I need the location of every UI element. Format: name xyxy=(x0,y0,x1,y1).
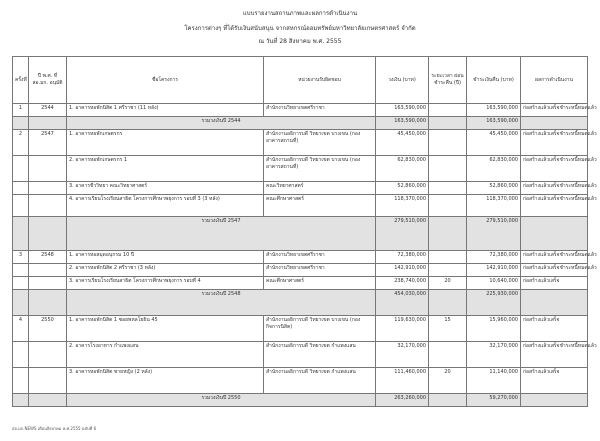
cell-amount: 62,830,000 xyxy=(376,156,429,182)
subtotal-label: รวมวงเงินปี 2550 xyxy=(67,394,376,407)
cell-year xyxy=(29,368,67,394)
subtotal-blank xyxy=(521,290,588,316)
cell-project: 3. อาคารเรียนโรงเรียนสาธิต โครงการศึกษาพยุงการ รอบที่ 4 xyxy=(67,277,264,290)
cell-year: 2547 xyxy=(29,130,67,156)
subtotal-blank xyxy=(521,117,588,130)
subtotal-row xyxy=(13,290,588,316)
report-subtitle: โครงการต่างๆ ที่ได้รับเงินสนับสนุน จากสหกรณ์ออมทรัพย์มหาวิทยาลัยเกษตรศาสตร์ จำกัด xyxy=(184,25,416,32)
cell-no xyxy=(13,277,29,290)
cell-year: 2544 xyxy=(29,104,67,117)
cell-period xyxy=(429,104,467,117)
cell-agency: สำนักงานวิทยาเขตศรีราชา xyxy=(264,104,376,117)
cell-period xyxy=(429,342,467,368)
col-no: ครั้งที่ xyxy=(13,57,29,104)
cell-no: 3 xyxy=(13,251,29,264)
subtotal-row xyxy=(13,117,588,130)
subtotal-blank xyxy=(29,394,67,407)
page-footer: สอ.มก.NEWS เดือนสิงหาคม พ.ศ.2555 ฉบับที่ 6 xyxy=(12,426,97,431)
cell-agency: คณะศึกษาศาสตร์ xyxy=(264,277,376,290)
cell-agency: สำนักงานอธิการบดี วิทยาเขต กำแพงแสน xyxy=(264,368,376,394)
table-row xyxy=(13,182,588,195)
subtotal-amount: 279,510,000 xyxy=(376,217,429,251)
subtotal-blank xyxy=(521,394,588,407)
report-date: ณ วันที่ 28 สิงหาคม พ.ศ. 2555 xyxy=(258,38,342,45)
cell-no xyxy=(13,195,29,217)
cell-result: ก่อสร้างแล้วเสร็จชำระหนี้หมดแล้ว xyxy=(521,342,588,368)
subtotal-blank xyxy=(13,217,29,251)
cell-year xyxy=(29,156,67,182)
cell-result: ก่อสร้างแล้วเสร็จชำระหนี้หมดแล้ว xyxy=(521,264,588,277)
cell-result: ก่อสร้างแล้วเสร็จชำระหนี้หมดแล้ว xyxy=(521,130,588,156)
subtotal-blank xyxy=(29,217,67,251)
subtotal-amount: 454,030,000 xyxy=(376,290,429,316)
cell-result: ก่อสร้างแล้วเสร็จชำระหนี้หมดแล้ว xyxy=(521,104,588,117)
cell-result: ก่อสร้างแล้วเสร็จชำระหนี้หมดแล้ว xyxy=(521,156,588,182)
cell-no: 4 xyxy=(13,316,29,342)
col-paid: ชำระเงินคืน (บาท) xyxy=(467,57,521,104)
table-row xyxy=(13,368,588,394)
cell-period xyxy=(429,182,467,195)
cell-project: 3. อาคารชีววิทยา คณะวิทยาศาสตร์ xyxy=(67,182,264,195)
cell-amount: 32,170,000 xyxy=(376,342,429,368)
cell-result: ก่อสร้างแล้วเสร็จ xyxy=(521,277,588,290)
cell-amount: 111,460,000 xyxy=(376,368,429,394)
cell-agency: คณะวิทยาศาสตร์ xyxy=(264,182,376,195)
cell-agency: สำนักงานอธิการบดี วิทยาเขต บางเขน (กองอาคารสถานที่) xyxy=(264,130,376,156)
cell-paid: 15,960,000 xyxy=(467,316,521,342)
subtotal-paid: 225,930,000 xyxy=(467,290,521,316)
cell-agency: สำนักงานอธิการบดี วิทยาเขต บางเขน (กองอาคารสถานที่) xyxy=(264,156,376,182)
cell-amount: 118,370,000 xyxy=(376,195,429,217)
cell-amount: 163,590,000 xyxy=(376,104,429,117)
subtotal-blank xyxy=(429,117,467,130)
cell-period xyxy=(429,195,467,217)
cell-amount: 52,860,000 xyxy=(376,182,429,195)
cell-no: 1 xyxy=(13,104,29,117)
table-row xyxy=(13,342,588,368)
cell-result: ก่อสร้างแล้วเสร็จชำระหนี้หมดแล้ว xyxy=(521,182,588,195)
cell-amount: 119,630,000 xyxy=(376,316,429,342)
subtotal-blank xyxy=(429,217,467,251)
cell-paid: 163,590,000 xyxy=(467,104,521,117)
cell-period xyxy=(429,130,467,156)
table-row xyxy=(13,251,588,264)
cell-project: 2. อาคารหอพักนิสิต 2 ศรีราชา (3 หลัง) xyxy=(67,264,264,277)
cell-result: ก่อสร้างแล้วเสร็จชำระหนี้หมดแล้ว xyxy=(521,251,588,264)
subtotal-blank xyxy=(29,117,67,130)
col-project: ชื่อโครงการ xyxy=(67,57,264,104)
cell-result: ก่อสร้างแล้วเสร็จชำระหนี้หมดแล้ว xyxy=(521,195,588,217)
cell-amount: 238,740,000 xyxy=(376,277,429,290)
cell-period xyxy=(429,251,467,264)
table-header-row xyxy=(13,57,588,104)
cell-project: 1. อาคารหอพักเกษตรกร xyxy=(67,130,264,156)
table-row xyxy=(13,195,588,217)
cell-amount: 142,910,000 xyxy=(376,264,429,277)
subtotal-paid: 59,270,000 xyxy=(467,394,521,407)
col-result: ผลการดำเนินงาน xyxy=(521,57,588,104)
subtotal-row xyxy=(13,394,588,407)
col-amount: วงเงิน (บาท) xyxy=(376,57,429,104)
subtotal-label: รวมวงเงินปี 2548 xyxy=(67,290,376,316)
cell-paid: 62,830,000 xyxy=(467,156,521,182)
subtotal-label: รวมวงเงินปี 2547 xyxy=(67,217,376,251)
cell-project: 1. อาคารหอพักนิสิต 1 ซอยพหลโยธิน 45 xyxy=(67,316,264,342)
subtotal-blank xyxy=(521,217,588,251)
subtotal-row xyxy=(13,217,588,251)
col-year: ปี พ.ศ. ที่ สอ.มก. อนุมัติ xyxy=(29,57,67,104)
cell-paid: 11,140,000 xyxy=(467,368,521,394)
cell-no xyxy=(13,342,29,368)
cell-no xyxy=(13,368,29,394)
cell-year: 2550 xyxy=(29,316,67,342)
cell-project: 2. อาคารหอพักเกษตรกร 1 xyxy=(67,156,264,182)
table-row xyxy=(13,156,588,182)
cell-agency: สำนักงานอธิการบดี วิทยาเขต บางเขน (กองกิจการนิสิต) xyxy=(264,316,376,342)
subtotal-amount: 263,260,000 xyxy=(376,394,429,407)
cell-agency: สำนักงานวิทยาเขตศรีราชา xyxy=(264,264,376,277)
cell-project: 2. อาคารโรงอาหาร กำแพงแสน xyxy=(67,342,264,368)
table-row xyxy=(13,264,588,277)
cell-year: 2548 xyxy=(29,251,67,264)
cell-agency: สำนักงานอธิการบดี วิทยาเขต กำแพงแสน xyxy=(264,342,376,368)
cell-no xyxy=(13,156,29,182)
cell-paid: 32,170,000 xyxy=(467,342,521,368)
cell-result: ก่อสร้างแล้วเสร็จ xyxy=(521,368,588,394)
cell-period: 20 xyxy=(429,368,467,394)
table-row xyxy=(13,277,588,290)
col-agency: หน่วยงานรับผิดชอบ xyxy=(264,57,376,104)
cell-project: 4. อาคารเรียนโรงเรียนสาธิต โครงการศึกษาพยุงการ รอบที่ 3 (3 หลัง) xyxy=(67,195,264,217)
table-row xyxy=(13,104,588,117)
subtotal-blank xyxy=(13,290,29,316)
cell-period: 20 xyxy=(429,277,467,290)
cell-year xyxy=(29,195,67,217)
table-row xyxy=(13,130,588,156)
cell-paid: 10,640,000 xyxy=(467,277,521,290)
cell-paid: 72,380,000 xyxy=(467,251,521,264)
cell-year xyxy=(29,264,67,277)
subtotal-paid: 279,510,000 xyxy=(467,217,521,251)
cell-year xyxy=(29,342,67,368)
cell-result: ก่อสร้างแล้วเสร็จ xyxy=(521,316,588,342)
cell-paid: 142,910,000 xyxy=(467,264,521,277)
cell-paid: 45,450,000 xyxy=(467,130,521,156)
cell-year xyxy=(29,277,67,290)
cell-no: 2 xyxy=(13,130,29,156)
cell-period xyxy=(429,264,467,277)
cell-project: 1. อาคารหอพักนิสิต 1 ศรีราชา (11 หลัง) xyxy=(67,104,264,117)
subtotal-blank xyxy=(29,290,67,316)
cell-paid: 118,370,000 xyxy=(467,195,521,217)
subtotal-amount: 163,590,000 xyxy=(376,117,429,130)
cell-no xyxy=(13,182,29,195)
cell-agency: คณะศึกษาศาสตร์ xyxy=(264,195,376,217)
cell-amount: 45,450,000 xyxy=(376,130,429,156)
table-row xyxy=(13,316,588,342)
cell-paid: 52,860,000 xyxy=(467,182,521,195)
subtotal-blank xyxy=(429,290,467,316)
col-period: ระยะเวลา ผ่อนชำระคืน (ปี) xyxy=(429,57,467,104)
report-title: แบบรายงานสถานภาพและผลการดำเนินงาน xyxy=(242,10,358,17)
cell-amount: 72,380,000 xyxy=(376,251,429,264)
subtotal-blank xyxy=(13,117,29,130)
subtotal-paid: 163,590,000 xyxy=(467,117,521,130)
subtotal-blank xyxy=(429,394,467,407)
cell-period xyxy=(429,156,467,182)
cell-project: 1. อาคารหอสมุดอนุกรม 10 ปี xyxy=(67,251,264,264)
subtotal-label: รวมวงเงินปี 2544 xyxy=(67,117,376,130)
cell-no xyxy=(13,264,29,277)
projects-table xyxy=(12,56,597,407)
cell-agency: สำนักงานวิทยาเขตศรีราชา xyxy=(264,251,376,264)
cell-period: 15 xyxy=(429,316,467,342)
cell-year xyxy=(29,182,67,195)
cell-project: 3. อาคารหอพักนิสิต ชายหญิง (2 หลัง) xyxy=(67,368,264,394)
subtotal-blank xyxy=(13,394,29,407)
